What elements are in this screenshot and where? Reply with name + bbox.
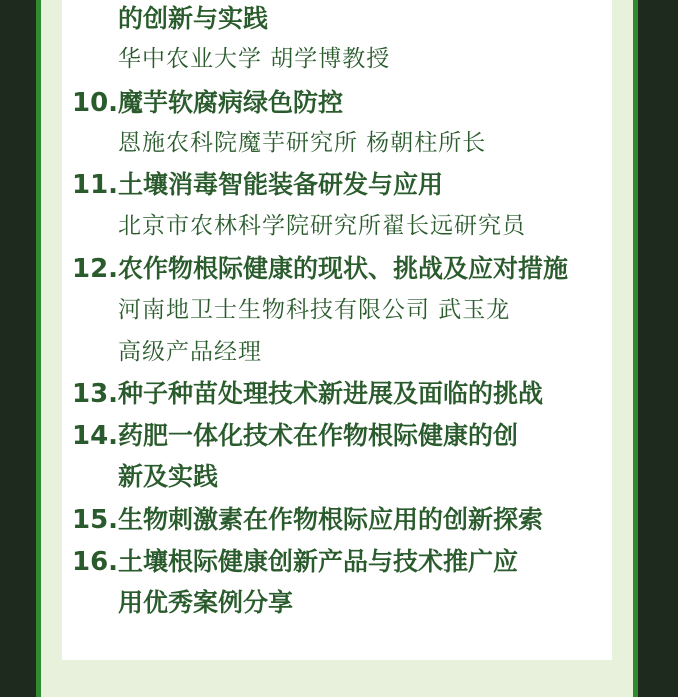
agenda-item-title: 农作物根际健康的现状、挑战及应对措施 [118,254,569,283]
agenda-item-title: 种子种苗处理技术新进展及面临的挑战 [118,379,544,408]
agenda-item-number: 11. [72,170,119,200]
agenda-item-speaker: 河南地卫士生物科技有限公司 武玉龙 [118,297,511,323]
agenda-item-title: 土壤根际健康创新产品与技术推广应 [118,547,519,576]
agenda-item-number: 13. [72,379,119,409]
agenda-item-number: 15. [72,505,119,535]
agenda-item-title: 的创新与实践 [118,4,269,33]
agenda-item-speaker: 华中农业大学 胡学博教授 [118,46,391,72]
agenda-item-speaker: 恩施农科院魔芋研究所 杨朝柱所长 [118,130,487,156]
agenda-item-speaker: 北京市农林科学院研究所翟长远研究员 [118,213,526,239]
agenda-item-title-cont: 用优秀案例分享 [118,588,294,617]
agenda-item-title: 生物刺激素在作物根际应用的创新探索 [118,505,544,534]
agenda-item-number: 16. [72,547,119,577]
agenda-item-number: 12. [72,254,119,284]
agenda-item-title: 土壤消毒智能装备研发与应用 [118,170,444,199]
agenda-item-number: 10. [72,88,119,118]
agenda-item-title: 药肥一体化技术在作物根际健康的创 [118,421,519,450]
agenda-item-title-cont: 新及实践 [118,462,219,491]
agenda-item-speaker-title: 高级产品经理 [118,339,262,365]
agenda-item-number: 14. [72,421,119,451]
agenda-item-title: 魔芋软腐病绿色防控 [118,88,344,117]
